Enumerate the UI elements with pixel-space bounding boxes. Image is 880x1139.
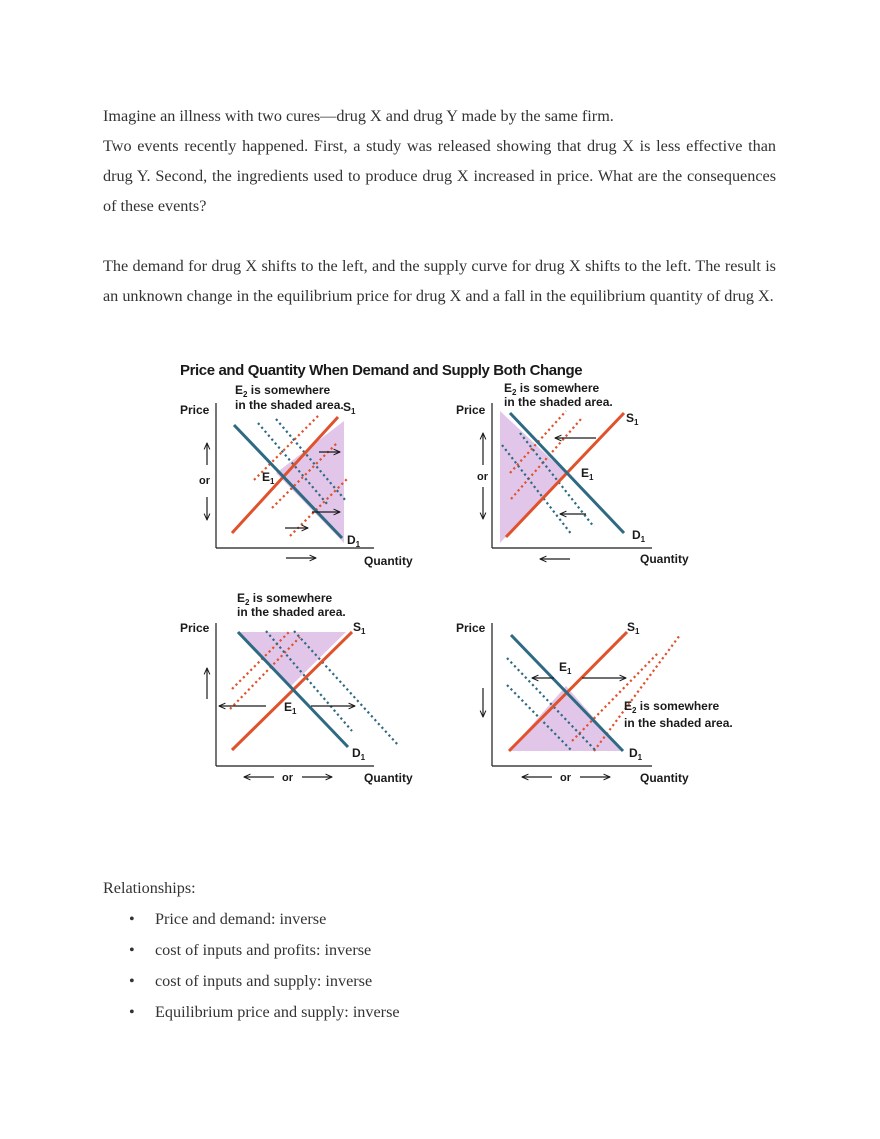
or-label: or (199, 475, 210, 487)
intro-line-1: Imagine an illness with two cures—drug X and drug Y made by the same firm. (103, 107, 614, 125)
e2-note-line2: in the shaded area. (237, 605, 346, 619)
quantity-label: Quantity (640, 771, 689, 785)
e2-note-line2: in the shaded area. (235, 398, 344, 412)
bullet-icon: • (129, 972, 135, 990)
panel-top-right (456, 381, 689, 566)
list-item (103, 904, 400, 935)
list-item-text: Equilibrium price and supply: inverse (155, 1003, 400, 1021)
panel-bottom-right (456, 620, 733, 785)
bullet-icon: • (129, 1003, 135, 1021)
list-item (103, 997, 400, 1028)
e1-label: $E_1$ (262, 470, 275, 486)
list-item-text: cost of inputs and profits: inverse (155, 941, 372, 959)
list-item-text: cost of inputs and supply: inverse (155, 972, 373, 990)
d1-label: $D_1$ (632, 528, 646, 544)
d1-label: $D_1$ (629, 746, 643, 762)
or-label: or (477, 471, 488, 483)
panel-top-left (180, 383, 413, 568)
e2-note-line1: $E_2$ is somewhere (235, 383, 331, 399)
or-label: or (560, 772, 571, 784)
intro-paragraph (103, 101, 776, 221)
quantity-label: Quantity (364, 554, 413, 568)
list-item-text: Price and demand: inverse (155, 910, 327, 928)
s1-label: $S_1$ (626, 411, 639, 427)
quantity-label: Quantity (364, 771, 413, 785)
relationships-list (103, 904, 400, 1028)
e2-note-line1: $E_2$ is somewhere (237, 591, 333, 607)
price-label: Price (456, 403, 486, 417)
figure-title: Price and Quantity When Demand and Supply Both Change (180, 362, 583, 379)
list-item (103, 966, 400, 997)
or-label: or (282, 772, 293, 784)
e1-label: $E_1$ (559, 660, 572, 676)
e2-note-line1: $E_2$ is somewhere (624, 699, 720, 715)
e2-note-line2: in the shaded area. (624, 716, 733, 730)
d1-label: $D_1$ (347, 533, 361, 549)
shaded-area (276, 421, 344, 543)
s1-label: $S_1$ (343, 400, 356, 416)
e1-label: $E_1$ (581, 466, 594, 482)
price-label: Price (180, 621, 210, 635)
relationships-title: Relationships: (103, 879, 196, 897)
bullet-icon: • (129, 910, 135, 928)
answer-paragraph: The demand for drug X shifts to the left, and the supply curve for drug X shifts to the left. The result is an unknown change in the equilibrium price for drug X and a fall in the equilibrium quantity of drug X. (103, 257, 776, 305)
bullet-icon: • (129, 941, 135, 959)
figure-canvas (176, 355, 748, 800)
quantity-label: Quantity (640, 552, 689, 566)
price-label: Price (180, 403, 210, 417)
d1-label: $D_1$ (352, 746, 366, 762)
list-item (103, 935, 400, 966)
e1-label: $E_1$ (284, 700, 297, 716)
supply-demand-figure (176, 355, 748, 800)
e2-note-line1: $E_2$ is somewhere (504, 381, 600, 397)
e2-note-line2: in the shaded area. (504, 395, 613, 409)
s1-label: $S_1$ (353, 620, 366, 636)
price-label: Price (456, 621, 486, 635)
shaded-area (500, 411, 566, 543)
panel-bottom-left (180, 591, 413, 785)
s1-label: $S_1$ (627, 620, 640, 636)
intro-line-2: Two events recently happened. First, a study was released showing that drug X is less effective than drug Y. Second, the ingredients used to produce drug X increased in price. What are the consequences of these events? (103, 137, 776, 215)
